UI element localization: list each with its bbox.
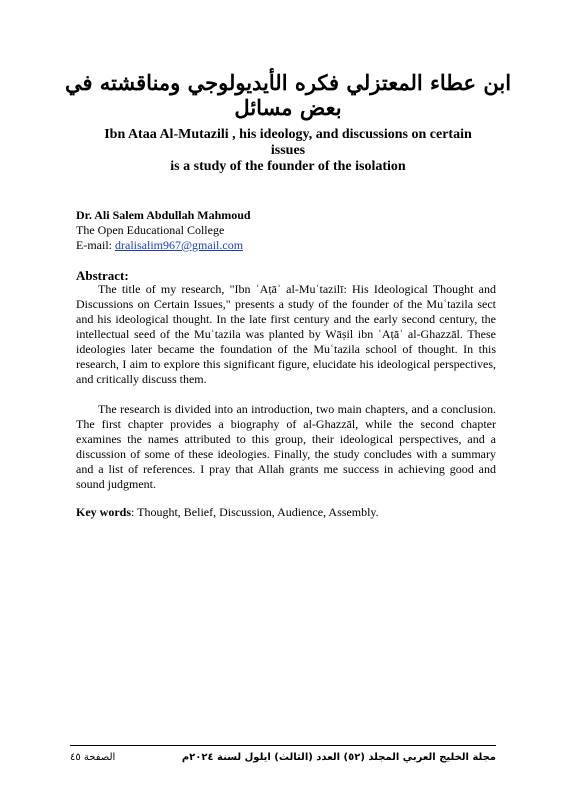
author-affiliation: The Open Educational College [76,223,225,237]
english-title [70,127,506,175]
footer-journal: مجلة الخليج العربي المجلد (٥٢) العدد (الثالث) ايلول لسنة ٢٠٢٤م [181,752,496,763]
email-label: E-mail: [76,238,115,252]
arabic-title: ابن عطاء المعتزلي فكره الأيديولوجي ومناقشته في بعض مسائل [64,70,512,120]
abstract-paragraph-2: The research is divided into an introduction, two main chapters, and a conclusion. The first chapter provides a biography of al-Ghazzāl, while the second chapter examines the names attributed to this group, their ideological perspectives, and a discussion of some of these ideologies. Finally, the study concludes with a summary and a list of references. I pray that Allah grants me success in achieving good and sound judgment. [76,402,496,491]
keywords-text: : Thought, Belief, Discussion, Audience, Assembly. [131,505,379,519]
footer-divider [70,745,496,746]
email-link[interactable]: dralisalim967@gmail.com [115,238,244,252]
footer-page-number: الصفحة ٤٥ [70,752,116,763]
page-footer [70,752,496,768]
english-title-line-2: issues [270,143,306,158]
keywords [76,505,496,520]
english-title-line-1: Ibn Ataa Al-Mutazili , his ideology, and discussions on certain [104,127,472,142]
abstract-paragraph-1: The title of my research, "Ibn ʿAṭāʾ al-Muʿtazilī: His Ideological Thought and Discussions on Certain Issues," presents a study of the founder of the Muʿtazila sect and his ideological thought. In the late first century and the early second century, the intellectual seed of the Muʿtazila was planted by Wāṣil ibn ʿAṭāʾ al-Ghazzāl. These ideologies later became the foundation of the Muʿtazila school of thought. In this research, I aim to explore this significant figure, elucidate his ideological perspectives, and critically discuss them. [76,282,496,386]
abstract-heading: Abstract: [76,268,129,283]
author-name: Dr. Ali Salem Abdullah Mahmoud [76,208,251,222]
author-block [76,208,506,253]
keywords-label: Key words [76,505,131,519]
author-email-line [76,238,506,253]
english-title-line-3: is a study of the founder of the isolation [170,159,406,174]
abstract-body [76,282,496,507]
